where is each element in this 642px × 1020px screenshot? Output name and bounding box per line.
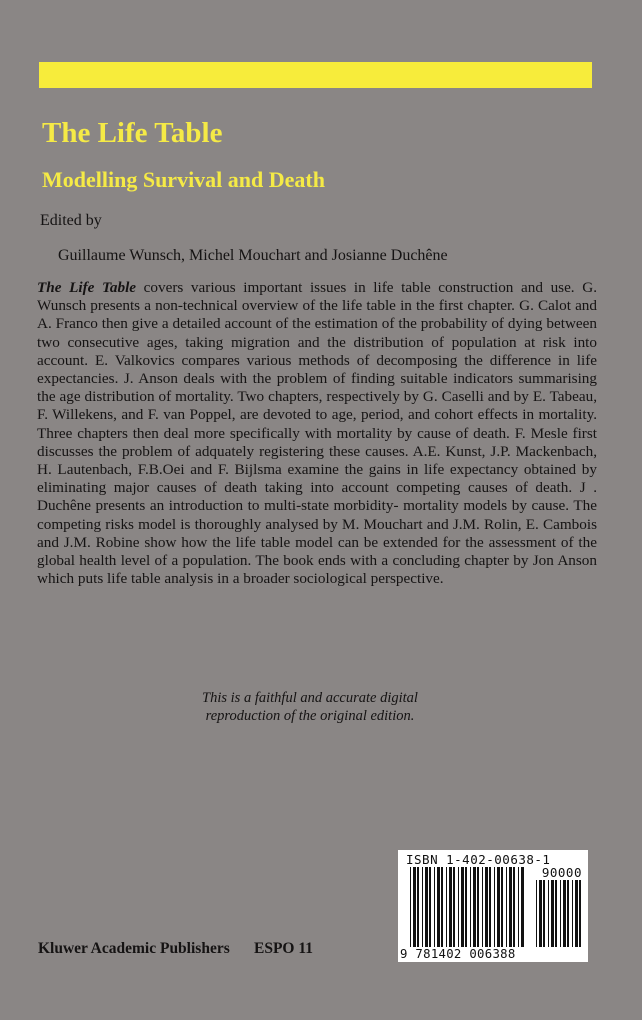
barcode-bar [434,867,435,947]
series-label: ESPO 11 [254,940,314,957]
barcode-bar [473,867,476,947]
barcode-bar [501,867,503,947]
reproduction-note [160,689,460,725]
barcode-bar [465,867,467,947]
barcode-bar [518,867,519,947]
barcode-bar [521,867,524,947]
barcode-bar [458,867,459,947]
barcode-bar [410,867,411,947]
barcode-bar [567,880,569,947]
book-title: The Life Table [42,117,223,149]
barcode-bar [506,867,507,947]
reproduction-note-line-2: reproduction of the original edition. [205,708,415,724]
barcode-bar [563,880,566,947]
barcode-bar [470,867,471,947]
barcode-bar [572,880,573,947]
barcode-bar [579,880,581,947]
publisher-name: Kluwer Academic Publishers [38,940,230,957]
description-text: covers various important issues in life table construction and use. G. Wunsch presents a non-technical overview of the life table in the first chapter. G. Calot and A. Franco then give a detailed account of the estimation of the probability of dying between two consecutive ages, taking migration and the distribution of population at risk into account. E. Valkovics compares various methods of decomposing the difference in life expectancies. J. Anson deals with the problem of finding suitable indicators summarising the age distribution of mortality. Two chapters, respectively by G. Caselli and by E. Tabeau, F. Willekens, and F. van Poppel, are devoted to age, period, and cohort effects in mortality. Three chapters then deal more specifically with mortality by cause of death. F. Mesle first discusses the problem of adquately registering these causes. A.E. Kunst, J.P. Mackenbach, H. Lautenbach, F.B.Oei and F. Bijlsma examine the gains in life expectancy obtained by eliminating major causes of death taking into account competing causes of death. J . Duchêne presents an introduction to multi-state morbidity- mortality models by cause. The competing risks model is thoroughly analysed by M. Mouchart and J.M. Rolin, E. Cambois and J.M. Robine show how the life table model can be extended for the assessment of the global health level of a population. The book ends with a concluding chapter by Jon Anson which puts life table analysis in a broader sociological perspective. [37,279,597,588]
reproduction-note-line-1: This is a faithful and accurate digital [202,690,418,706]
barcode-bar [575,880,578,947]
barcode-bar [482,867,483,947]
barcode-bar [548,880,549,947]
barcode-bar [446,867,447,947]
price-addon-digits: 90000 [541,865,582,880]
ean-digits: 9 781402 006388 [400,947,516,961]
barcode-bar [536,880,537,947]
barcode-bar [555,880,557,947]
barcode-bar [437,867,440,947]
barcode-bar [560,880,561,947]
barcode-bar [413,867,416,947]
barcode-bar [449,867,452,947]
book-subtitle: Modelling Survival and Death [42,167,325,192]
yellow-accent-bar [39,62,592,88]
barcode-bar [461,867,464,947]
isbn-barcode [398,850,588,962]
barcode-bar [494,867,495,947]
barcode-bar [543,880,545,947]
barcode-bar [441,867,443,947]
barcode-bar [489,867,491,947]
barcode-bar [425,867,428,947]
barcode-bar [477,867,479,947]
barcode-bar [429,867,431,947]
barcode-bar [513,867,515,947]
description-book-title: The Life Table [37,279,137,296]
barcode-bar [551,880,554,947]
barcode-bar [453,867,455,947]
book-description [37,279,597,588]
barcode-bar [422,867,423,947]
barcode-bar [539,880,542,947]
barcode-bar [417,867,419,947]
barcode-bar [497,867,500,947]
editors-list: Guillaume Wunsch, Michel Mouchart and Josianne Duchêne [58,247,448,264]
barcode-bar [485,867,488,947]
barcode-bar [509,867,512,947]
edited-by-label: Edited by [40,212,102,229]
isbn-number: ISBN 1-402-00638-1 [406,852,551,867]
